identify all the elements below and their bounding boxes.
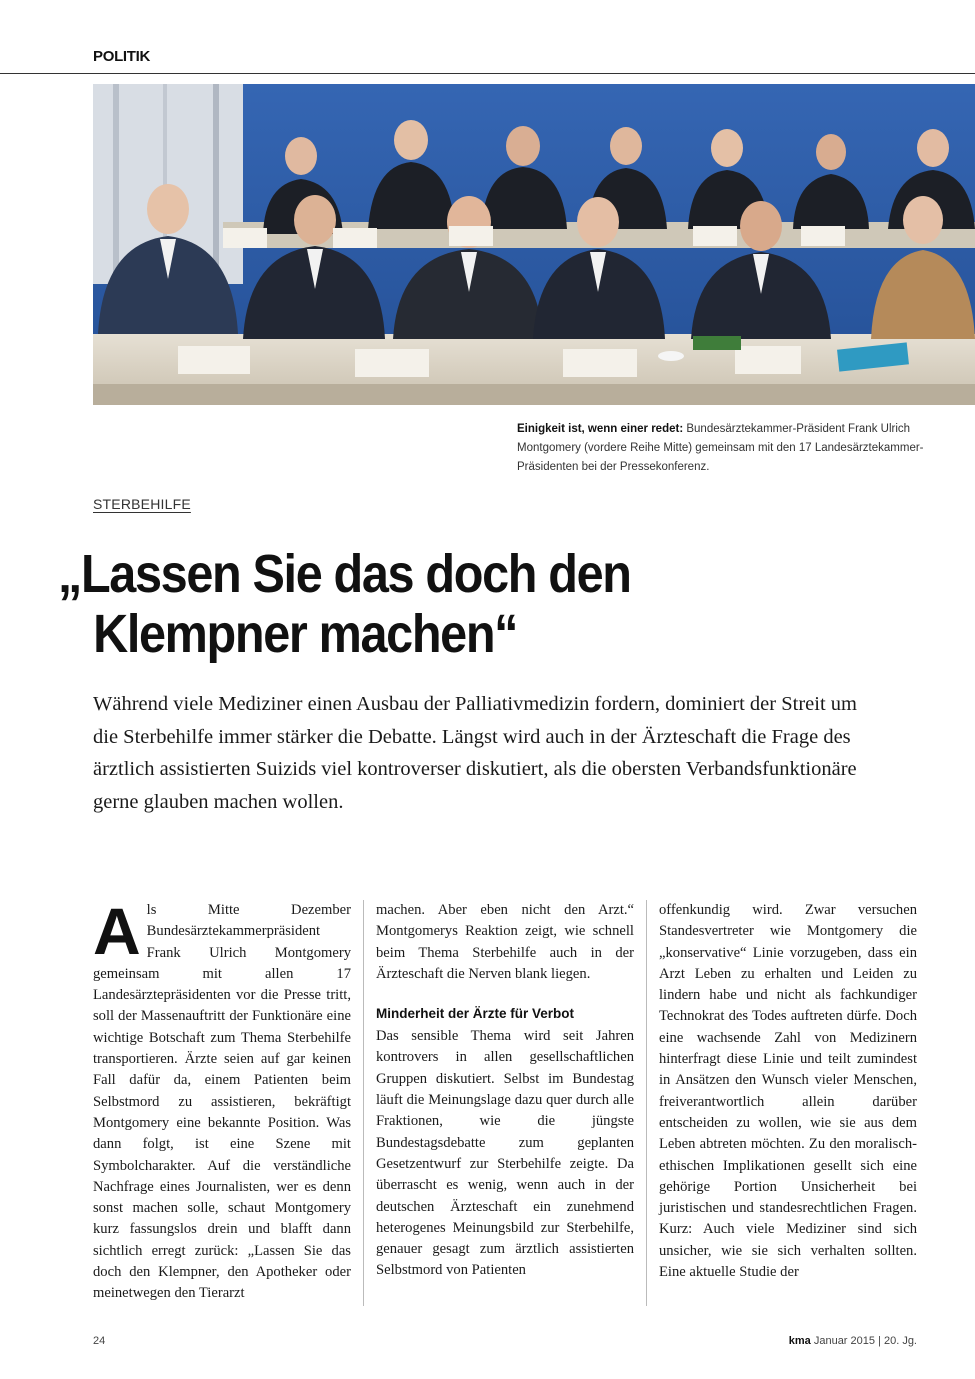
caption-text: Bundesärztekammer-Präsident Frank Ulrich Montgomery (vordere Reihe Mitte) gemeinsam mit den 17 Landesärztekammer-Präsidenten bei der Pressekonferenz. — [517, 423, 924, 473]
drop-cap: A — [93, 894, 141, 968]
body-column-2-text-b: Das sensible Thema wird seit Jahren kontrovers in allen gesellschaftlichen Gruppen diskutiert. Selbst im Bundestag läuft die Meinungslage dazu quer durch alle Fraktionen, wie die jüngste Bundestagsdebatte zum geplanten Gesetzentwurf zur Sterbehilfe zeigte. Da überrascht es wenig, wenn auch in der deutschen Ärzteschaft ein zunehmend heterogenes Meinungsbild zur Sterbehilfe, genauer gesagt zum ärztlich assistierten Selbstmord von Patienten — [376, 1028, 634, 1279]
column-divider — [646, 900, 647, 1306]
headline — [58, 544, 850, 664]
header-rule — [0, 73, 975, 74]
headline-line-2: Klempner machen“ — [93, 604, 518, 664]
page-number: 24 — [93, 1335, 106, 1347]
subheading: Minderheit der Ärzte für Verbot — [376, 1006, 575, 1022]
body-column-3 — [659, 900, 917, 1283]
lead-paragraph: Während viele Mediziner einen Ausbau der Palliativmedizin fordern, dominiert der Streit um die Sterbehilfe immer stärker die Debatte. Längst wird auch in der Ärzteschaft die Frage des ärztlich assistierten Suizids viel kontroverser diskutiert, als die obersten Verbandsfunktionäre gerne glauben machen wollen. — [93, 693, 857, 813]
body-column-2 — [376, 900, 634, 1282]
issue-info: Januar 2015 | 20. Jg. — [810, 1335, 917, 1347]
publication-info — [789, 1335, 917, 1347]
body-column-3-text: offenkundig wird. Zwar versuchen Standesvertreter wie Montgomery die „konservative“ Linie vorzugeben, dass ein Arzt Leben zu erhalten und Leiden zu lindern habe und nicht als fachkundiger Technokrat des Todes auftreten dürfe. Doch eine wachsende Zahl von Medizinern hinterfragt diese Linie und teilt zumindest in Ansätzen den Wunsch vieler Menschen, freiverantwortlich allein darüber entscheiden zu wollen, wie sie aus dem Leben abtreten möchten. Zu den moralisch-ethischen Implikationen gesellt sich eine gehörige Portion Unsicherheit bei juristischen und standesrechtlichen Fragen. Kurz: Auch viele Mediziner sind sich unsicher, wie sie sich verhalten sollten. Eine aktuelle Studie der — [659, 902, 917, 1281]
press-conference-photo — [93, 84, 975, 405]
headline-line-1: „Lassen Sie das doch den — [58, 544, 631, 604]
publication-brand: kma — [788, 1335, 811, 1347]
column-divider — [363, 900, 364, 1306]
kicker: STERBEHILFE — [93, 496, 191, 512]
section-label: POLITIK — [93, 48, 151, 65]
body-column-1-text: ls Mitte Dezember Bundesärztekammerpräsident Frank Ulrich Montgomery gemeinsam mit allen 17 Landesärztepräsidenten vor die Presse tritt, soll der Massenauftritt der Funktionäre eine wichtige Botschaft zum Thema Sterbehilfe transportieren. Ärzte seien auf gar keinen Fall dafür da, einem Patienten beim Selbstmord zu assistieren, bekräftigt Montgomery eine bekannte Position. Was dann folgt, ist eine Szene mit Symbolcharakter. Auf die verständliche Nachfrage eines Journalisten, wer es denn sonst machen solle, schaut Montgomery kurz fassungslos drein und blafft dann sichtlich erregt zurück: „Lassen Sie das doch den Klempner, den Apotheker oder meinetwegen den Tierarzt — [93, 902, 351, 1302]
caption-bold: Einigkeit ist, wenn einer redet: — [517, 423, 684, 435]
body-column-2-text-a: machen. Aber eben nicht den Arzt.“ Montgomerys Reaktion zeigt, wie schnell beim Thema Sterbehilfe auch in der Ärzteschaft die Nerven blank liegen. — [376, 902, 634, 982]
photo-caption — [517, 420, 927, 477]
body-column-1 — [93, 894, 351, 1305]
